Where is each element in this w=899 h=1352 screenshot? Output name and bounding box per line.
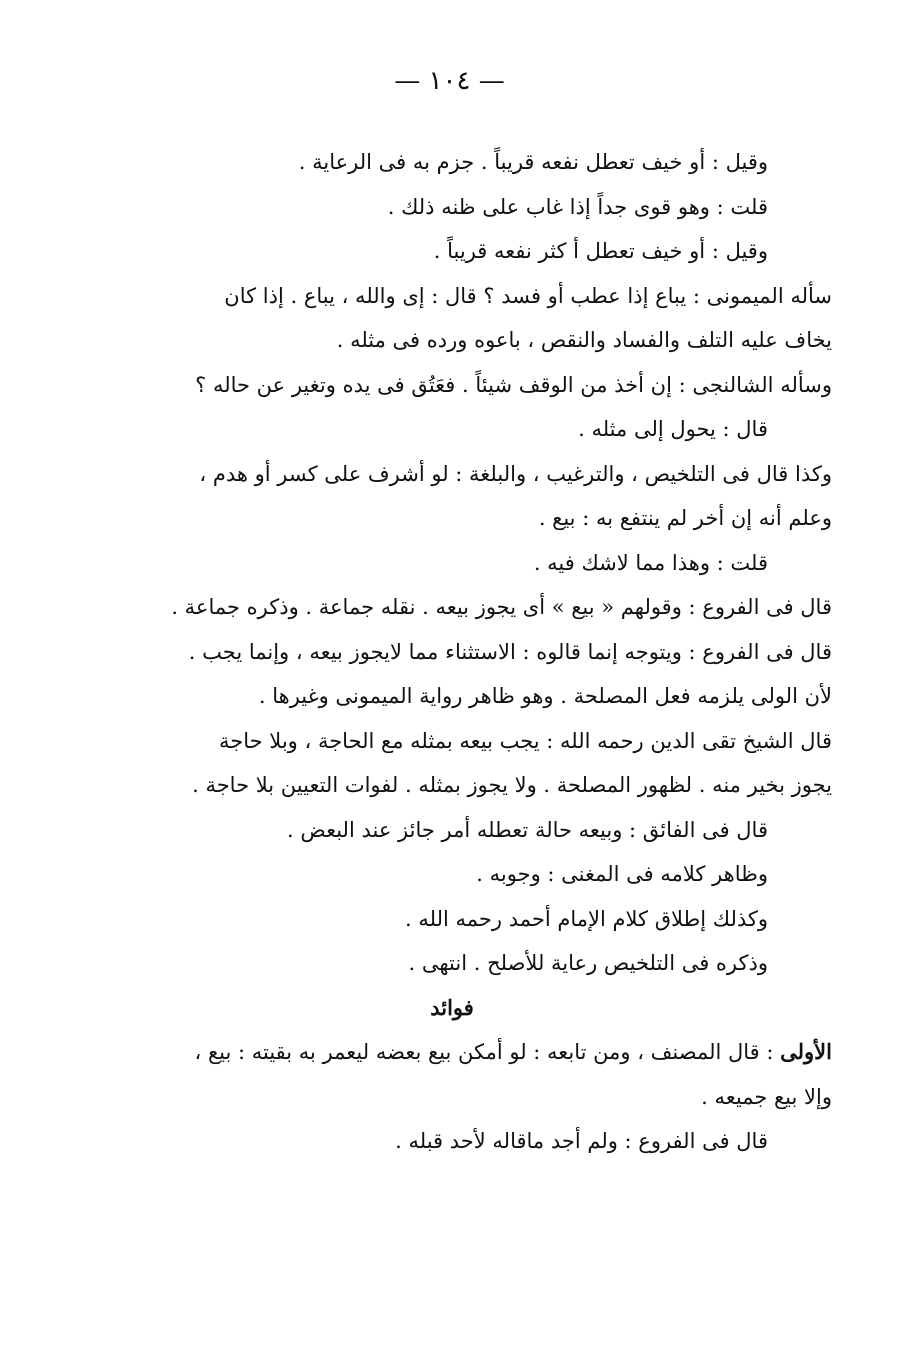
text-line: وقيل : أو خيف تعطل نفعه قريباً . جزم به فى الرعاية . <box>298 150 768 174</box>
document-body <box>72 140 832 1164</box>
text-line: قلت : وهذا مما لاشك فيه . <box>533 550 768 575</box>
text-line: قال فى الفروع : ولم أجد ماقاله لأحد قبله . <box>395 1129 768 1153</box>
text-line: قال فى الفروع : وقولهم « بيع » أى يجوز بيعه . نقله جماعة . وذكره جماعة . <box>171 595 832 619</box>
text-line: وذكره فى التلخيص رعاية للأصلح . انتهى . <box>408 951 768 975</box>
text-line: وكذلك إطلاق كلام الإمام أحمد رحمه الله . <box>405 906 768 931</box>
text-line: وإلا بيع جميعه . <box>701 1084 832 1109</box>
text-line: لأن الولى يلزمه فعل المصلحة . وهو ظاهر رواية الميمونى وغيرها . <box>258 684 832 708</box>
text-line: وسأله الشالنجى : إن أخذ من الوقف شيئاً . فعَتُق فى يده وتغير عن حاله ؟ <box>195 372 832 397</box>
text-line: وظاهر كلامه فى المغنى : وجوبه . <box>476 862 768 886</box>
text-line: قال فى الفائق : وبيعه حالة تعطله أمر جائز عند البعض . <box>287 817 768 842</box>
text-line: قلت : وهو قوى جداً إذا غاب على ظنه ذلك . <box>387 194 768 219</box>
text-line: وعلم أنه إن أخر لم ينتفع به : بيع . <box>538 506 832 530</box>
text-line: قال : يحول إلى مثله . <box>578 417 768 441</box>
text-line: وقيل : أو خيف تعطل أ كثر نفعه قريباً . <box>433 239 768 263</box>
lead-line-text: : قال المصنف ، ومن تابعه : لو أمكن بيع بعضه ليعمر به بقيته : بيع ، <box>194 1040 774 1064</box>
text-line: يجوز بخير منه . لظهور المصلحة . ولا يجوز بمثله . لفوات التعيين بلا حاجة . <box>192 773 832 797</box>
page-number: — ١٠٤ — <box>394 66 505 96</box>
lead-word: الأولى <box>780 1039 832 1064</box>
section-heading: فوائد <box>430 994 474 1020</box>
text-line: يخاف عليه التلف والفساد والنقص ، باعوه ورده فى مثله . <box>336 328 832 352</box>
text-line: وكذا قال فى التلخيص ، والترغيب ، والبلغة : لو أشرف على كسر أو هدم ، <box>199 461 832 486</box>
text-line: قال الشيخ تقى الدين رحمه الله : يجب بيعه بمثله مع الحاجة ، وبلا حاجة <box>219 728 832 753</box>
text-line: سأله الميمونى : يباع إذا عطب أو فسد ؟ قال : إى والله ، يباع . إذا كان <box>224 283 832 308</box>
text-line: قال فى الفروع : ويتوجه إنما قالوه : الاستثناء مما لايجوز بيعه ، وإنما يجب . <box>188 639 832 664</box>
text-line <box>72 1030 832 1075</box>
